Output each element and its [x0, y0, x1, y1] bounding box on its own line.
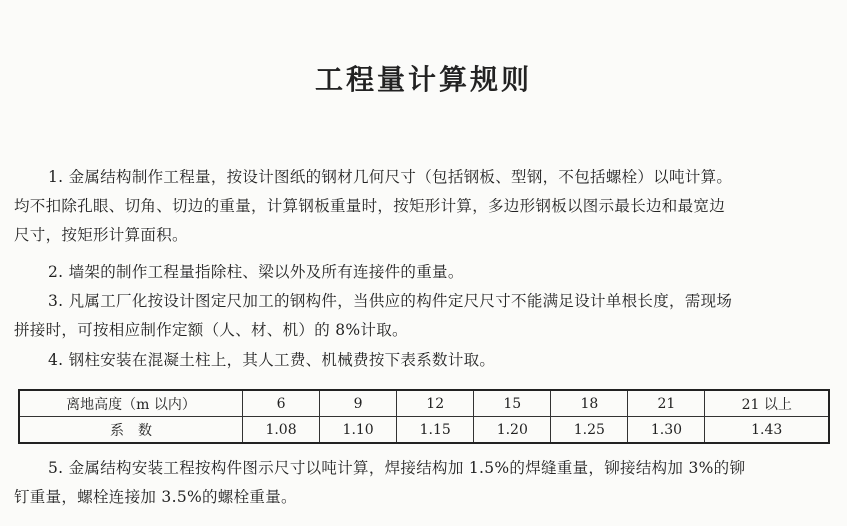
height-cell: 9 — [320, 390, 397, 417]
rule-1-line-3: 尺寸，按矩形计算面积。 — [14, 226, 188, 244]
rule-5-line-1: 5. 金属结构安装工程按构件图示尺寸以吨计算，焊接结构加 1.5%的焊缝重量，铆接结构加 3%的铆 — [48, 459, 746, 477]
row-header-height: 离地高度（m 以内） — [19, 390, 243, 417]
rule-paragraph-1 — [14, 163, 834, 250]
height-cell: 6 — [243, 390, 320, 417]
rule-1-line-1: 1. 金属结构制作工程量，按设计图纸的钢材几何尺寸（包括钢板、型钢，不包括螺栓）以吨计算。 — [48, 168, 733, 186]
rule-paragraph-5 — [14, 454, 834, 512]
table-row-heights — [19, 390, 829, 417]
height-cell: 21 以上 — [705, 390, 829, 417]
height-cell: 21 — [628, 390, 705, 417]
rule-paragraph-4 — [14, 346, 834, 375]
rule-5-line-2: 钉重量，螺栓连接加 3.5%的螺栓重量。 — [14, 488, 297, 506]
coefficient-cell: 1.10 — [320, 417, 397, 444]
page-title: 工程量计算规则 — [314, 63, 532, 96]
rule-3-line-2: 拼接时，可按相应制作定额（人、材、机）的 8%计取。 — [14, 321, 408, 339]
height-cell: 18 — [551, 390, 628, 417]
rule-4-text: 4. 钢柱安装在混凝土柱上，其人工费、机械费按下表系数计取。 — [48, 351, 496, 369]
height-cell: 12 — [397, 390, 474, 417]
coefficient-cell: 1.20 — [474, 417, 551, 444]
rule-paragraph-3 — [14, 287, 834, 345]
coefficient-cell: 1.08 — [243, 417, 320, 444]
coefficient-table — [18, 389, 830, 444]
rule-paragraph-2 — [14, 258, 834, 287]
row-header-coefficient: 系 数 — [19, 417, 243, 444]
coefficient-cell: 1.25 — [551, 417, 628, 444]
coefficient-cell: 1.15 — [397, 417, 474, 444]
rule-2-text: 2. 墙架的制作工程量指除柱、梁以外及所有连接件的重量。 — [48, 263, 464, 281]
table-row-coefficients — [19, 417, 829, 444]
coefficient-cell: 1.43 — [705, 417, 829, 444]
rule-1-line-2: 均不扣除孔眼、切角、切边的重量，计算钢板重量时，按矩形计算，多边形钢板以图示最长边和最宽边 — [14, 197, 726, 215]
coefficient-cell: 1.30 — [628, 417, 705, 444]
height-cell: 15 — [474, 390, 551, 417]
rule-3-line-1: 3. 凡属工厂化按设计图定尺加工的钢构件，当供应的构件定尺尺寸不能满足设计单根长度，需现场 — [48, 292, 733, 310]
